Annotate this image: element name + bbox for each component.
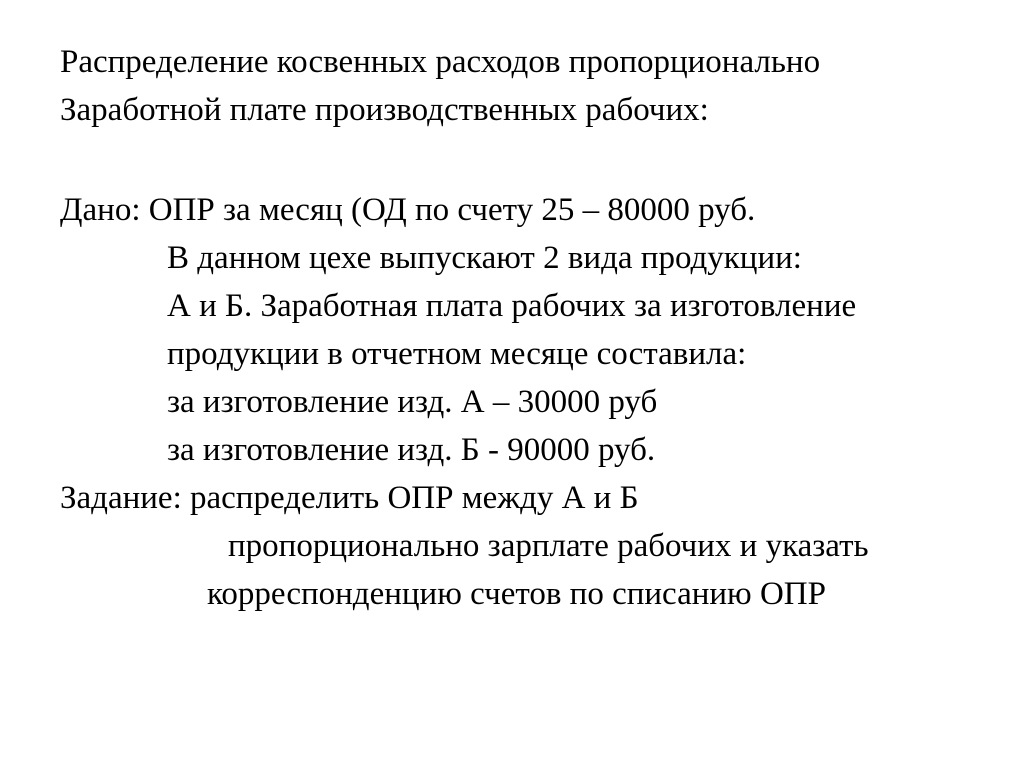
task-row: [60, 482, 639, 515]
given-line-6: за изготовление изд. Б - 90000 руб.: [167, 432, 656, 468]
given-line-1: ОПР за месяц (ОД по счету 25 – 80000 руб.: [148, 192, 756, 228]
task-line-3: корреспонденцию счетов по списанию ОПР: [207, 576, 826, 612]
given-line-3: А и Б. Заработная плата рабочих за изготовление: [167, 288, 857, 324]
task-line-2: пропорционально зарплате рабочих и указать: [228, 528, 869, 564]
given-line-2: В данном цехе выпускают 2 вида продукции:: [167, 240, 802, 276]
title-line-2: Заработной плате производственных рабочих:: [60, 92, 709, 128]
given-row: [60, 194, 755, 227]
title-line-1: Распределение косвенных расходов пропорционально: [60, 44, 821, 80]
given-label: Дано:: [60, 192, 141, 228]
given-line-5: за изготовление изд. А – 30000 руб: [167, 384, 658, 420]
given-line-4: продукции в отчетном месяце составила:: [167, 336, 747, 372]
task-label: Задание:: [60, 480, 182, 516]
task-line-1: распределить ОПР между А и Б: [190, 480, 639, 516]
